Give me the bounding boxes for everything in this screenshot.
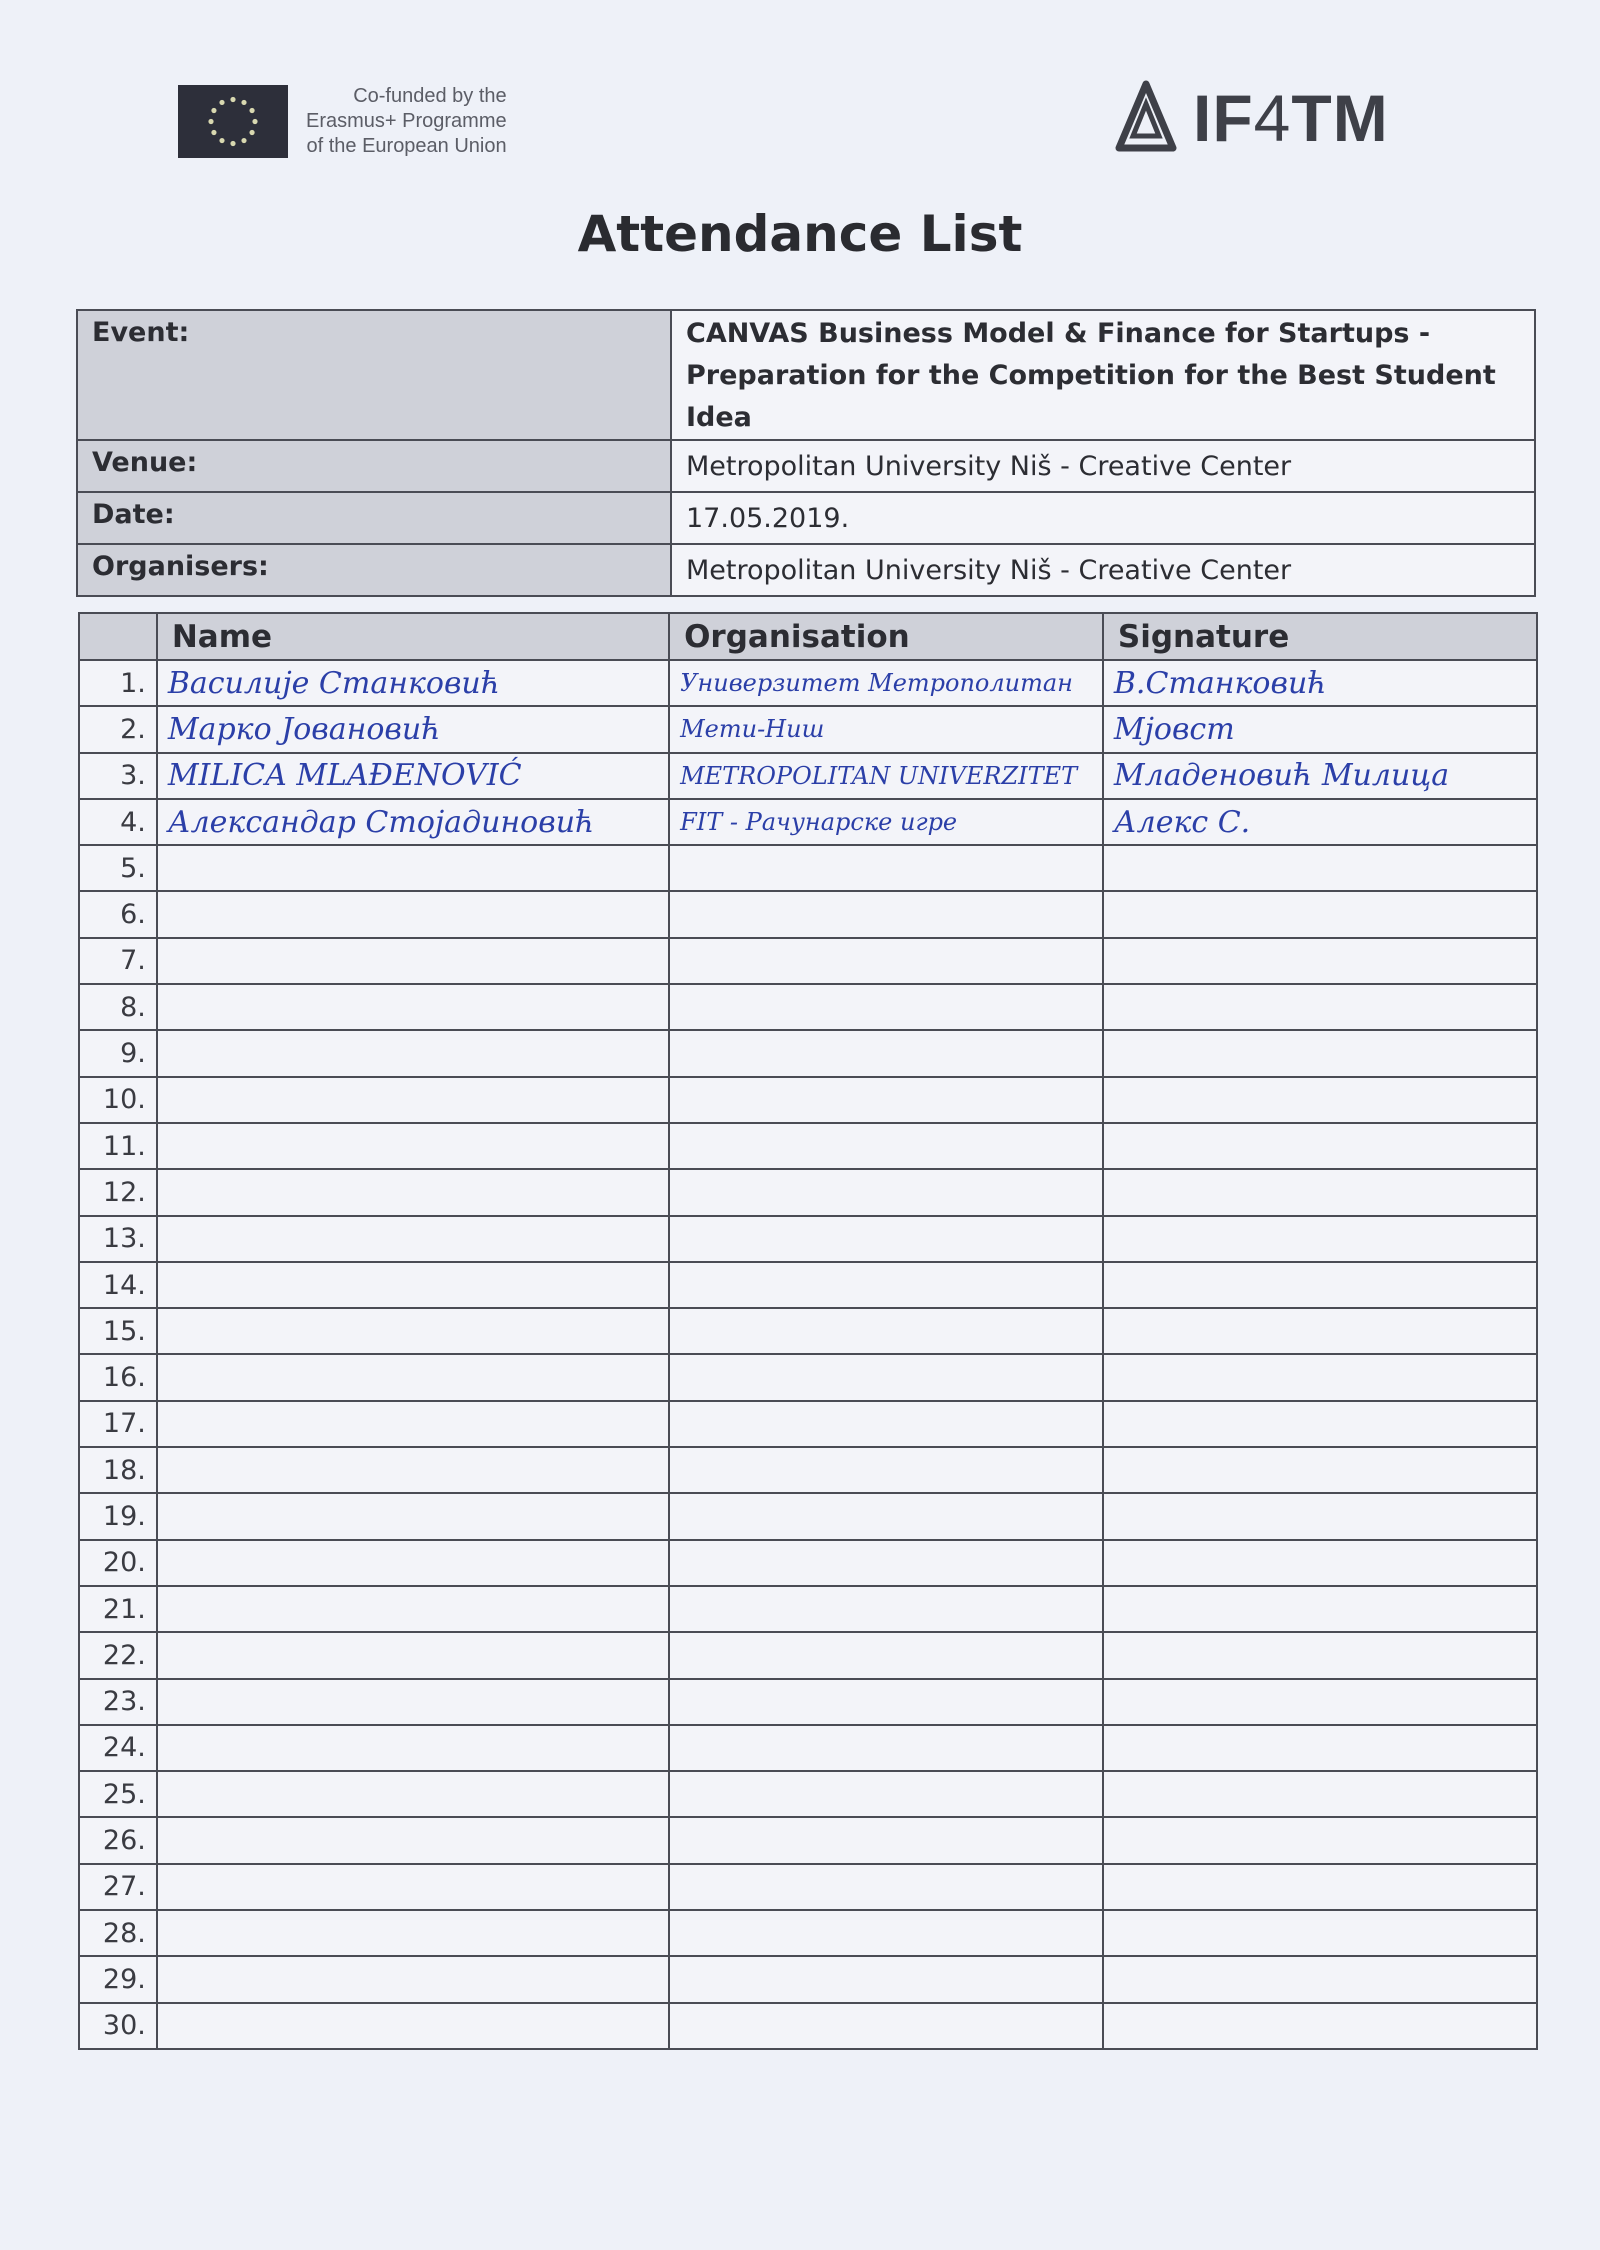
event-info-table [76,309,1536,597]
event-row [77,310,1535,440]
attendee-name [157,1540,669,1586]
table-row [79,1216,1537,1262]
eu-star [241,138,246,143]
header-signature: Signature [1103,613,1537,660]
row-number: 24. [79,1725,157,1771]
attendee-name [157,1123,669,1169]
attendee-name [157,1354,669,1400]
row-number: 6. [79,891,157,937]
row-number: 29. [79,1956,157,2002]
attendee-name [157,799,669,845]
triquetra-icon [1115,80,1177,156]
row-number: 20. [79,1540,157,1586]
attendee-organisation [669,1586,1103,1632]
row-number: 8. [79,984,157,1030]
row-number: 5. [79,845,157,891]
attendee-name-text: Марко Јовановић [167,711,441,747]
header-number [79,613,157,660]
attendee-signature [1103,1169,1537,1215]
table-row [79,1679,1537,1725]
attendee-organisation [669,1262,1103,1308]
attendee-name [157,1216,669,1262]
attendee-signature [1103,891,1537,937]
date-value: 17.05.2019. [671,492,1535,544]
attendee-name [157,938,669,984]
eu-flag-icon [178,85,288,158]
if4tm-logo [1115,80,1389,156]
attendee-name [157,1679,669,1725]
attendee-signature [1103,1077,1537,1123]
attendee-organisation [669,753,1103,799]
row-number: 4. [79,799,157,845]
attendee-name [157,1447,669,1493]
attendee-organisation [669,891,1103,937]
table-row [79,1817,1537,1863]
eu-star [249,130,254,135]
row-number: 16. [79,1354,157,1400]
attendee-organisation [669,984,1103,1030]
attendee-organisation [669,1077,1103,1123]
venue-value: Metropolitan University Niš - Creative Center [671,440,1535,492]
date-label: Date: [77,492,671,544]
attendee-organisation-text: Универзитет Метрополитан [680,669,1073,698]
row-number: 11. [79,1123,157,1169]
attendee-signature [1103,1632,1537,1678]
attendee-organisation [669,1910,1103,1956]
table-row [79,1030,1537,1076]
attendee-name [157,1262,669,1308]
row-number: 21. [79,1586,157,1632]
attendee-organisation [669,1864,1103,1910]
attendee-name [157,845,669,891]
eu-star [211,108,216,113]
attendee-name [157,1817,669,1863]
attendee-signature [1103,1540,1537,1586]
row-number: 26. [79,1817,157,1863]
attendee-signature-text: Младеновић Милица [1113,758,1450,794]
venue-row [77,440,1535,492]
attendee-name [157,984,669,1030]
attendee-signature [1103,1679,1537,1725]
attendee-organisation [669,1632,1103,1678]
table-row [79,845,1537,891]
table-row [79,1956,1537,2002]
attendee-organisation [669,1123,1103,1169]
row-number: 25. [79,1771,157,1817]
attendee-signature [1103,1771,1537,1817]
row-number: 19. [79,1493,157,1539]
attendee-organisation [669,1493,1103,1539]
table-row [79,753,1537,799]
attendee-name [157,1401,669,1447]
row-number: 9. [79,1030,157,1076]
table-row [79,1308,1537,1354]
event-value: CANVAS Business Model & Finance for Startups - Preparation for the Competition for the Best Student Idea [671,310,1535,440]
attendee-signature-text: В.Станковић [1113,665,1327,701]
attendee-organisation [669,706,1103,752]
attendee-signature [1103,938,1537,984]
attendee-organisation [669,660,1103,706]
header-name: Name [157,613,669,660]
attendee-signature [1103,706,1537,752]
date-row [77,492,1535,544]
table-row [79,1864,1537,1910]
attendee-name [157,1030,669,1076]
attendee-signature [1103,1262,1537,1308]
eu-star [208,119,213,124]
attendee-name [157,660,669,706]
attendee-organisation [669,799,1103,845]
row-number: 18. [79,1447,157,1493]
organisers-value: Metropolitan University Niš - Creative Center [671,544,1535,596]
eu-star [249,108,254,113]
attendee-name [157,706,669,752]
eu-cofunded-text: Co-funded by the Erasmus+ Programme of the European Union [306,85,507,157]
attendee-signature [1103,799,1537,845]
attendee-organisation [669,1169,1103,1215]
table-row [79,1354,1537,1400]
attendee-signature [1103,1308,1537,1354]
table-row [79,891,1537,937]
row-number: 30. [79,2003,157,2049]
attendee-name [157,1493,669,1539]
attendee-organisation [669,1030,1103,1076]
row-number: 14. [79,1262,157,1308]
attendee-name [157,1771,669,1817]
attendee-signature [1103,1216,1537,1262]
attendee-organisation [669,1447,1103,1493]
table-row [79,1123,1537,1169]
attendee-signature [1103,984,1537,1030]
attendee-name [157,1956,669,2002]
table-row [79,1077,1537,1123]
table-row [79,1632,1537,1678]
attendee-name [157,1169,669,1215]
attendee-name [157,1910,669,1956]
row-number: 15. [79,1308,157,1354]
table-row [79,1725,1537,1771]
page-title: Attendance List [577,205,1023,263]
table-row [79,706,1537,752]
table-row [79,660,1537,706]
row-number: 13. [79,1216,157,1262]
row-number: 27. [79,1864,157,1910]
row-number: 22. [79,1632,157,1678]
attendee-signature [1103,1956,1537,2002]
attendee-signature-text: Мјовст [1113,711,1235,747]
table-row [79,938,1537,984]
attendee-signature [1103,1123,1537,1169]
table-row [79,984,1537,1030]
attendee-organisation [669,1817,1103,1863]
row-number: 3. [79,753,157,799]
table-row [79,1771,1537,1817]
eu-star [241,100,246,105]
attendee-organisation [669,1956,1103,2002]
attendee-signature [1103,753,1537,799]
attendee-name-text: Василије Станковић [167,665,501,701]
attendee-organisation-text: METROPOLITAN UNIVERZITET [680,761,1078,790]
event-label: Event: [77,310,671,440]
attendee-name [157,891,669,937]
table-row [79,1540,1537,1586]
attendee-organisation-text: FIT - Рачунарске игре [680,808,958,837]
attendance-table [78,612,1538,2050]
row-number: 23. [79,1679,157,1725]
row-number: 12. [79,1169,157,1215]
if4tm-wordmark: IF4TM [1193,81,1389,155]
attendee-name [157,1864,669,1910]
attendee-organisation [669,1540,1103,1586]
attendee-signature [1103,1030,1537,1076]
table-row [79,2003,1537,2049]
attendee-name [157,1586,669,1632]
attendee-signature [1103,1354,1537,1400]
row-number: 2. [79,706,157,752]
attendee-name-text: MILICA MLAĐENOVIĆ [167,758,522,794]
attendee-organisation [669,938,1103,984]
attendee-organisation [669,1725,1103,1771]
attendance-header-row [79,613,1537,660]
attendee-organisation [669,1401,1103,1447]
attendee-signature [1103,1586,1537,1632]
attendee-signature [1103,1817,1537,1863]
attendee-name [157,1632,669,1678]
row-number: 17. [79,1401,157,1447]
eu-star [252,119,257,124]
eu-star [219,138,224,143]
table-row [79,1493,1537,1539]
attendee-organisation [669,1216,1103,1262]
table-row [79,1262,1537,1308]
table-row [79,1447,1537,1493]
table-row [79,1169,1537,1215]
attendee-signature [1103,1447,1537,1493]
attendee-signature [1103,1725,1537,1771]
organisers-row [77,544,1535,596]
attendee-organisation [669,1354,1103,1400]
table-row [79,1910,1537,1956]
attendee-name [157,1308,669,1354]
attendee-organisation [669,1308,1103,1354]
attendee-signature [1103,660,1537,706]
row-number: 7. [79,938,157,984]
header-organisation: Organisation [669,613,1103,660]
row-number: 1. [79,660,157,706]
row-number: 28. [79,1910,157,1956]
table-row [79,1401,1537,1447]
attendee-organisation [669,1771,1103,1817]
attendee-name [157,753,669,799]
table-row [79,1586,1537,1632]
attendee-organisation [669,2003,1103,2049]
venue-label: Venue: [77,440,671,492]
attendee-signature [1103,2003,1537,2049]
attendee-signature-text: Алекс С. [1113,804,1251,840]
attendee-organisation [669,1679,1103,1725]
attendee-signature [1103,1910,1537,1956]
attendee-organisation [669,845,1103,891]
attendee-organisation-text: Мети-Ниш [680,715,825,744]
eu-cofunded-logo [178,84,507,159]
attendee-name [157,2003,669,2049]
attendee-signature [1103,1401,1537,1447]
attendee-name [157,1725,669,1771]
attendee-name [157,1077,669,1123]
attendee-signature [1103,1493,1537,1539]
attendee-signature [1103,1864,1537,1910]
row-number: 10. [79,1077,157,1123]
organisers-label: Organisers: [77,544,671,596]
eu-star [211,130,216,135]
eu-star [230,97,235,102]
eu-star [219,100,224,105]
attendee-name-text: Александар Стојадиновић [167,804,595,840]
table-row [79,799,1537,845]
eu-star [230,141,235,146]
attendee-signature [1103,845,1537,891]
